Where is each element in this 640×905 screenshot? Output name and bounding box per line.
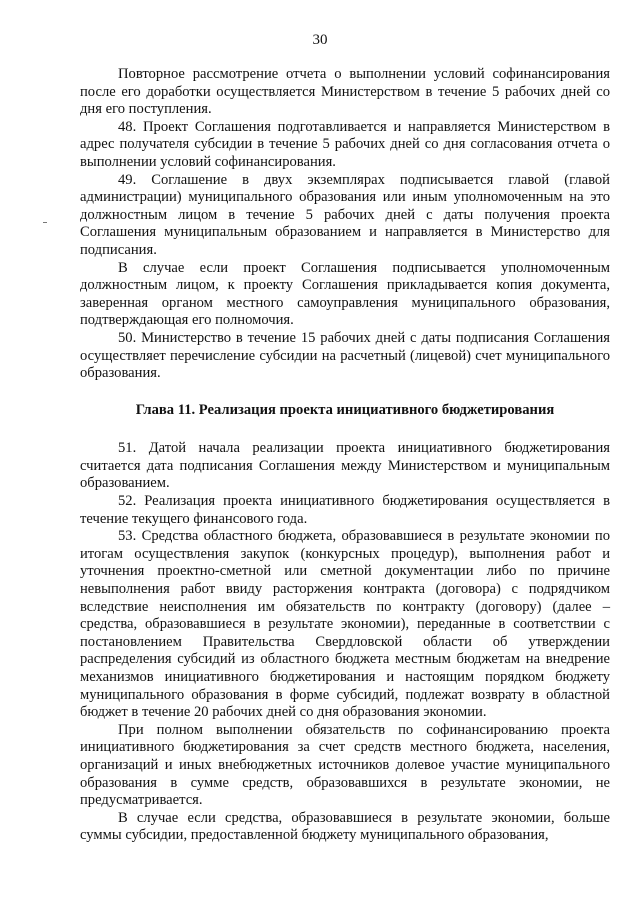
- paragraph: В случае если средства, образовавшиеся в результате экономии, больше суммы субсидии, предоставленной бюджету муниципального образования,: [80, 809, 610, 844]
- paragraph: При полном выполнении обязательств по софинансированию проекта инициативного бюджетирования за счет средств местного бюджета, населения, организаций и иных внебюджетных источников долевое участие муниципального образования в сумме средств, образовавшихся в результате экономии, не предусматривается.: [80, 721, 610, 809]
- paragraph-item-52: 52. Реализация проекта инициативного бюджетирования осуществляется в течение текущего финансового года.: [80, 493, 610, 527]
- paragraph-item-53: 53. Средства областного бюджета, образовавшиеся в результате экономии по итогам осуществления закупок (конкурсных процедур), выполнения работ и уточнения проектно-сметной или сметной документации либо по причине невыполнения работ ввиду расторжения контракта (договора) с подрядчиком вследствие неисполнения им обязательств по контракту (договору) (далее – средства, образовавшиеся в результате экономии), переданные в соответствии с постановлением Правительства Свердловской области об утверждении распределения субсидий из областного бюджета местным бюджетам на внедрение механизмов инициативного бюджетирования и настоящим порядком бюджету муниципального образования в форме субсидий, подлежат возврату в областной бюджет в течение 20 рабочих дней со дня образования экономии.: [80, 528, 610, 721]
- paragraph: В случае если проект Соглашения подписывается уполномоченным должностным лицом, к проекту Соглашения прикладывается копия документа, заверенная органом местного самоуправления муниципального образования, подтверждающая его полномочия.: [80, 259, 610, 329]
- paragraph-item-48: 48. Проект Соглашения подготавливается и направляется Министерством в адрес получателя субсидии в течение 5 рабочих дней со дня согласования отчета о выполнении условий софинансирования.: [80, 118, 610, 170]
- document-body: [80, 66, 610, 845]
- paragraph-item-49: 49. Соглашение в двух экземплярах подписывается главой (главой администрации) муниципального образования или иным уполномоченным на это должностным лицом в течение 5 рабочих дней с даты получения проекта Соглашения муниципальным образованием и направляется в Министерство для подписания.: [80, 171, 610, 258]
- page-number: 30: [312, 32, 328, 48]
- paragraph-item-50: 50. Министерство в течение 15 рабочих дней с даты подписания Соглашения осуществляет перечисление субсидии на расчетный (лицевой) счет муниципального образования.: [80, 329, 610, 382]
- chapter-heading: Глава 11. Реализация проекта инициативного бюджетирования: [135, 401, 555, 418]
- paragraph-item-51: 51. Датой начала реализации проекта инициативного бюджетирования считается дата подписания Соглашения между Министерством и муниципальным образованием.: [80, 440, 610, 492]
- margin-mark: [43, 222, 47, 223]
- paragraph: Повторное рассмотрение отчета о выполнении условий софинансирования после его доработки осуществляется Министерством в течение 5 рабочих дней со дня его поступления.: [80, 66, 610, 118]
